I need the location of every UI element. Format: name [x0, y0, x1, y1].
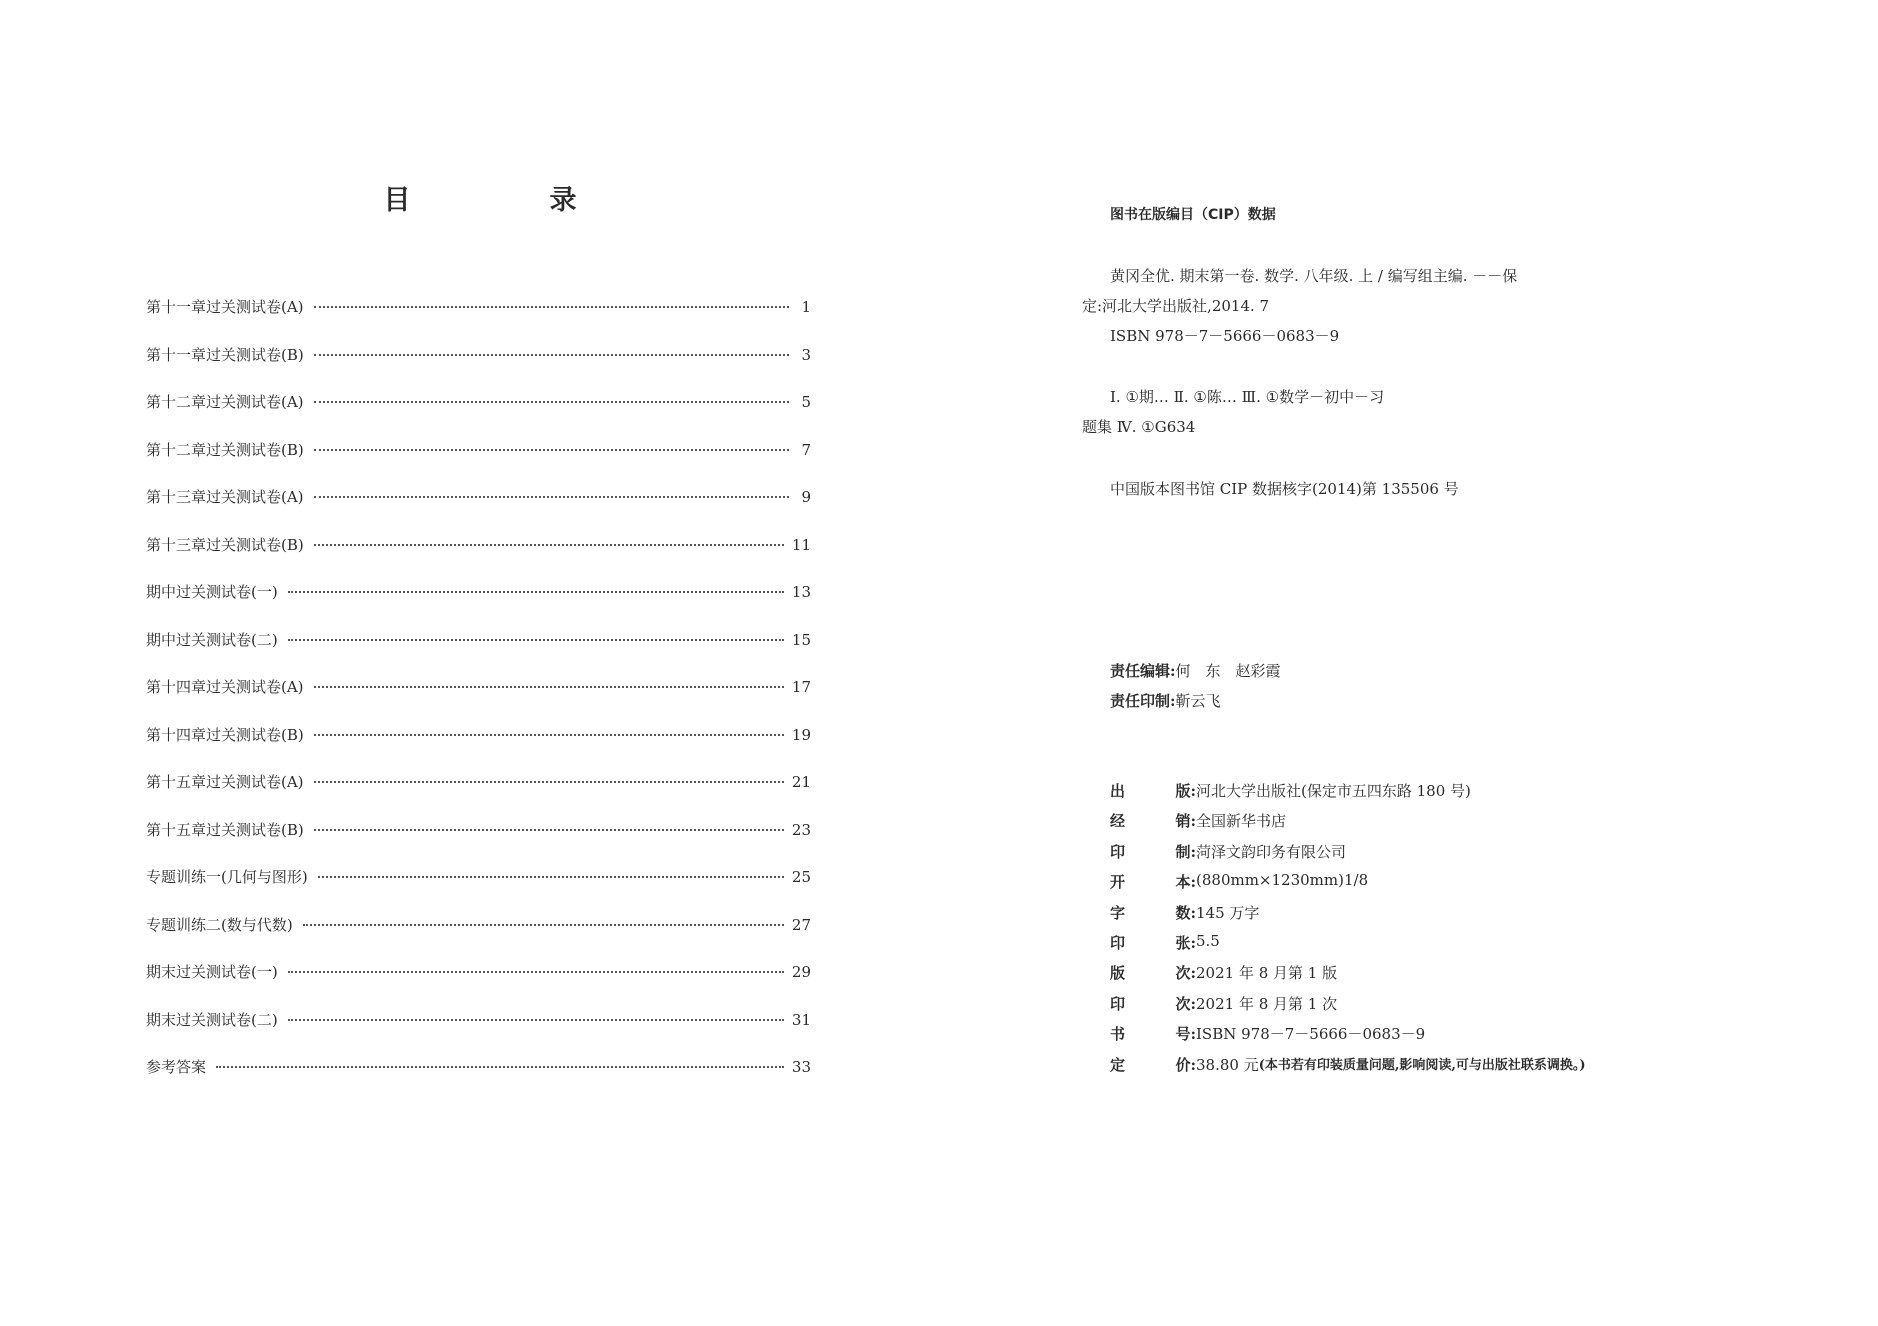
toc-item-page: 25 [791, 868, 811, 886]
price-note: (本书若有印装质量问题,影响阅读,可与出版社联系调换。) [1258, 1057, 1586, 1073]
publication-row [1110, 993, 1337, 1014]
toc-leader-dots [314, 781, 784, 783]
toc-leader-dots [314, 829, 784, 831]
toc-row [146, 724, 811, 772]
toc-row [146, 1009, 811, 1057]
toc-item-label: 专题训练二(数与代数) [146, 915, 293, 934]
cip-class-line: 题集 Ⅳ. ①G634 [1082, 418, 1196, 436]
publication-row-value: 145 万字 [1196, 903, 1260, 922]
toc-row [146, 676, 811, 724]
publication-row-label: 印 张: [1110, 934, 1196, 952]
toc-item-label: 第十五章过关测试卷(B) [146, 820, 304, 839]
toc-item-label: 第十四章过关测试卷(A) [146, 678, 304, 696]
responsible-print-label: 责任印制: [1110, 692, 1176, 710]
toc-item-label: 期中过关测试卷(一) [146, 583, 278, 601]
toc-item-label: 第十五章过关测试卷(A) [146, 773, 304, 791]
publication-row-value: 2021 年 8 月第 1 次 [1196, 994, 1338, 1013]
toc-title: 目 录 [383, 185, 633, 216]
publication-row-label: 印 次: [1110, 994, 1196, 1013]
publication-row [1110, 841, 1346, 862]
toc-row [146, 914, 811, 962]
publication-row [1110, 871, 1368, 892]
toc-leader-dots [314, 544, 784, 546]
toc-leader-dots [288, 971, 784, 973]
toc-item-page: 17 [791, 678, 811, 696]
toc-row [146, 629, 811, 677]
publication-row-value: ISBN 978－7－5666－0683－9 [1196, 1025, 1426, 1044]
responsible-print [1110, 690, 1221, 711]
publication-row-value: 38.80 元 [1196, 1055, 1259, 1074]
cip-heading: 图书在版编目（CIP）数据 [1110, 207, 1276, 223]
toc-leader-dots [288, 1019, 784, 1021]
publication-row-label: 字 数: [1110, 903, 1196, 922]
toc-item-label: 专题训练一(几何与图形) [146, 868, 308, 886]
toc-item-page: 5 [801, 393, 811, 411]
cip-isbn-line: ISBN 978－7－5666－0683－9 [1110, 327, 1340, 345]
publication-row [1110, 962, 1337, 983]
toc-item-label: 第十二章过关测试卷(A) [146, 393, 304, 411]
toc-item-page: 31 [791, 1010, 811, 1029]
toc-item-page: 23 [791, 820, 811, 839]
toc-leader-dots [314, 401, 789, 403]
toc-item-label: 期中过关测试卷(二) [146, 630, 278, 649]
cip-class-line: Ⅰ. ①期… Ⅱ. ①陈… Ⅲ. ①数学－初中－习 [1110, 388, 1385, 406]
toc-leader-dots [303, 924, 784, 926]
toc-item-page: 29 [791, 963, 811, 981]
toc-row [146, 771, 811, 819]
responsible-editor [1110, 660, 1281, 681]
responsible-print-value: 靳云飞 [1175, 692, 1221, 710]
toc-row [146, 819, 811, 867]
toc-row [146, 391, 811, 439]
cip-verify-line: 中国版本图书馆 CIP 数据核字(2014)第 135506 号 [1110, 480, 1459, 498]
toc-item-label: 期末过关测试卷(一) [146, 963, 278, 981]
toc-item-label: 第十三章过关测试卷(B) [146, 535, 304, 554]
publication-row-label: 出 版: [1110, 782, 1196, 800]
toc-row [146, 296, 811, 344]
toc-item-page: 3 [801, 345, 811, 364]
toc-row [146, 344, 811, 392]
toc-leader-dots [314, 306, 789, 308]
publication-row-value: 菏泽文韵印务有限公司 [1196, 842, 1347, 861]
toc-item-label: 第十一章过关测试卷(B) [146, 345, 304, 364]
toc-item-page: 1 [801, 298, 811, 316]
toc-item-label: 第十四章过关测试卷(B) [146, 725, 304, 744]
publication-row-value: 2021 年 8 月第 1 版 [1196, 964, 1338, 983]
publication-row [1110, 780, 1471, 801]
toc-leader-dots [288, 591, 784, 593]
publication-row-label: 书 号: [1110, 1025, 1196, 1044]
publication-row [1110, 810, 1286, 831]
publication-row-value: 全国新华书店 [1196, 812, 1287, 831]
publication-row [1110, 1054, 1586, 1075]
cip-entry-line: 黄冈全优. 期末第一卷. 数学. 八年级. 上 / 编写组主编. －－保 [1110, 267, 1518, 285]
publication-row-label: 版 次: [1110, 964, 1196, 983]
toc-item-page: 15 [791, 630, 811, 649]
publication-row [1110, 932, 1220, 953]
toc-leader-dots [314, 354, 789, 356]
toc-item-page: 7 [801, 440, 811, 459]
toc-item-page: 11 [791, 535, 811, 554]
publication-row-label: 定 价: [1110, 1055, 1196, 1074]
publication-row-value: 河北大学出版社(保定市五四东路 180 号) [1196, 782, 1471, 800]
publication-row-value: 5.5 [1196, 932, 1220, 950]
responsible-editor-value: 何 东 赵彩霞 [1175, 662, 1281, 680]
toc-leader-dots [314, 496, 789, 498]
toc-row [146, 439, 811, 487]
toc-item-label: 第十二章过关测试卷(B) [146, 440, 304, 459]
toc-leader-dots [216, 1066, 784, 1068]
toc-item-page: 27 [791, 915, 811, 934]
toc-row [146, 581, 811, 629]
toc-list [146, 296, 811, 1104]
toc-item-page: 9 [801, 488, 811, 506]
toc-leader-dots [318, 876, 784, 878]
toc-item-label: 第十三章过关测试卷(A) [146, 488, 304, 506]
publication-row [1110, 902, 1259, 923]
toc-leader-dots [314, 686, 784, 688]
toc-leader-dots [288, 639, 784, 641]
responsible-editor-label: 责任编辑: [1110, 662, 1176, 680]
publication-row-value: (880mm×1230mm)1/8 [1196, 871, 1369, 890]
toc-item-label: 期末过关测试卷(二) [146, 1010, 278, 1029]
toc-item-page: 33 [791, 1058, 811, 1076]
cip-entry-line: 定:河北大学出版社,2014. 7 [1082, 297, 1270, 315]
toc-item-page: 19 [791, 725, 811, 744]
toc-row [146, 961, 811, 1009]
toc-leader-dots [314, 449, 789, 451]
publication-row-label: 经 销: [1110, 812, 1196, 831]
publication-row-label: 印 制: [1110, 842, 1196, 861]
toc-row [146, 1056, 811, 1104]
publication-row-label: 开 本: [1110, 873, 1196, 892]
publication-row [1110, 1023, 1425, 1044]
toc-row [146, 866, 811, 914]
toc-row [146, 486, 811, 534]
toc-leader-dots [314, 734, 784, 736]
toc-item-label: 第十一章过关测试卷(A) [146, 298, 304, 316]
toc-item-page: 21 [791, 773, 811, 791]
toc-item-label: 参考答案 [146, 1058, 207, 1076]
toc-item-page: 13 [791, 583, 811, 601]
toc-row [146, 534, 811, 582]
